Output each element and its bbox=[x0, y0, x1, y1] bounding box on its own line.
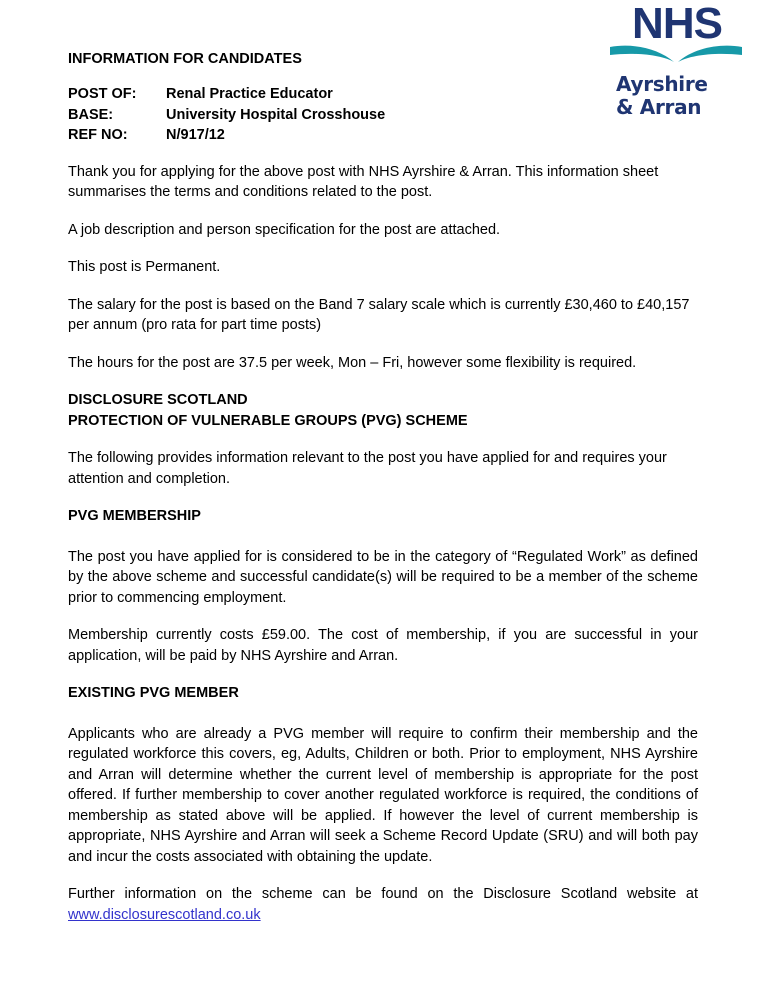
further-information-paragraph bbox=[68, 884, 698, 925]
page-title: INFORMATION FOR CANDIDATES bbox=[68, 51, 302, 67]
table-row bbox=[68, 125, 385, 146]
table-row bbox=[68, 84, 385, 105]
salary-paragraph: The salary for the post is based on the Band 7 salary scale which is currently £30,460 to £40,157 per annum (pro rata for part time posts) bbox=[68, 296, 690, 333]
table-row bbox=[68, 105, 385, 126]
hours-paragraph: The hours for the post are 37.5 per week, Mon – Fri, however some flexibility is required. bbox=[68, 354, 637, 371]
attachment-paragraph: A job description and person specification for the post are attached. bbox=[68, 221, 501, 238]
permanence-paragraph: This post is Permanent. bbox=[68, 259, 221, 275]
post-of-value: Renal Practice Educator bbox=[166, 86, 333, 102]
disclosure-scotland-heading bbox=[68, 390, 698, 431]
post-details-table bbox=[68, 84, 385, 146]
existing-member-paragraph: Applicants who are already a PVG member will require to confirm their membership and the regulated workforce this covers, eg, Adults, Children or both. Prior to employment, NHS Ayrshire and Arran will determine whether the current level of membership is appropriate for the post offered. If further membership to cover another regulated workforce is required, the conditions of membership as stated above will be applied. If however the level of current membership is appropriate, NHS Ayrshire and Arran will seek a Scheme Record Update (SRU) and will both pay and incur the costs associated with obtaining the update. bbox=[68, 725, 698, 865]
post-of-label: POST OF: bbox=[68, 86, 137, 102]
document-body bbox=[68, 50, 698, 942]
disclosure-heading-line1: DISCLOSURE SCOTLAND bbox=[68, 392, 248, 408]
disclosure-intro-paragraph: The following provides information relevant to the post you have applied for and requires your attention and completion. bbox=[68, 450, 667, 487]
ref-no-value: N/917/12 bbox=[166, 127, 225, 143]
base-value: University Hospital Crosshouse bbox=[166, 106, 386, 123]
nhs-wordmark: NHS bbox=[632, 0, 722, 48]
existing-pvg-member-heading: EXISTING PVG MEMBER bbox=[68, 685, 239, 701]
pvg-membership-paragraph: The post you have applied for is considered to be in the category of “Regulated Work” as defined by the above scheme and successful candidate(s) will be required to be a member of the scheme prior to commencing employment. bbox=[68, 548, 698, 606]
ref-no-label: REF NO: bbox=[68, 127, 128, 143]
further-information-text: Further information on the scheme can be found on the Disclosure Scotland website at bbox=[68, 886, 698, 902]
base-label: BASE: bbox=[68, 106, 114, 123]
disclosure-scotland-link[interactable]: www.disclosurescotland.co.uk bbox=[68, 906, 261, 923]
pvg-membership-heading: PVG MEMBERSHIP bbox=[68, 508, 201, 524]
trust-name-line1: Ayrshire bbox=[616, 72, 708, 96]
membership-cost-paragraph: Membership currently costs £59.00. The cost of membership, if you are successful in your application, will be paid by NHS Ayrshire and Arran. bbox=[68, 627, 698, 664]
intro-paragraph: Thank you for applying for the above post with NHS Ayrshire & Arran. This information sheet summarises the terms and conditions related to the post. bbox=[68, 163, 659, 200]
trust-name-line2: & Arran bbox=[616, 95, 702, 119]
disclosure-heading-line2: PROTECTION OF VULNERABLE GROUPS (PVG) SCHEME bbox=[68, 412, 468, 429]
